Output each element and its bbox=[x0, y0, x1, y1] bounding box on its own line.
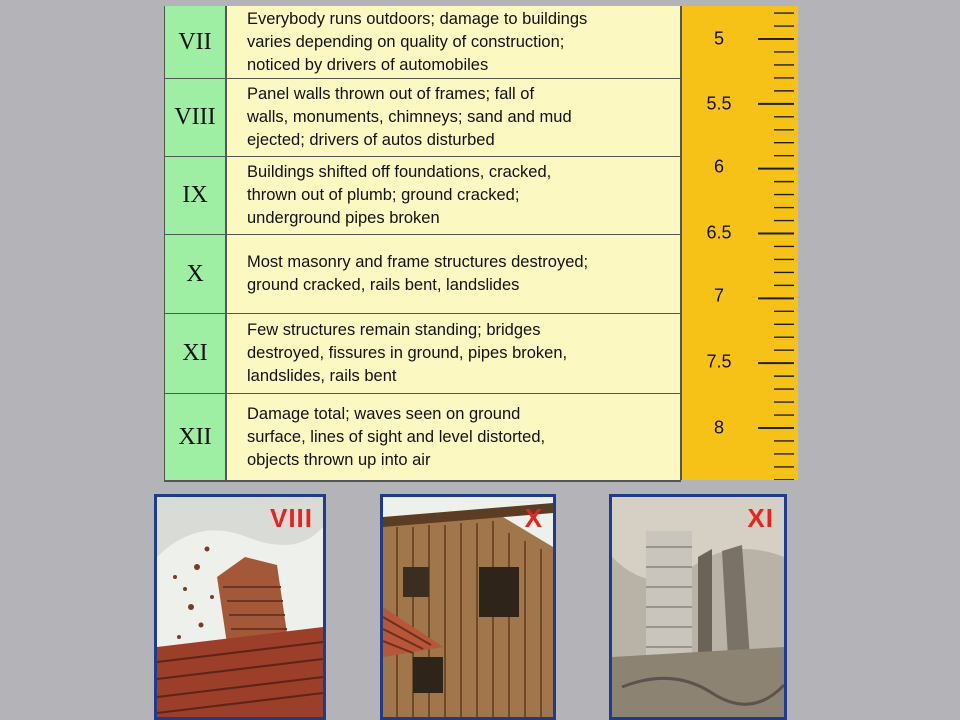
intensity-description bbox=[247, 79, 673, 156]
illustration-viii bbox=[154, 494, 326, 720]
magnitude-ruler bbox=[680, 6, 798, 480]
description-line: destroyed, fissures in ground, pipes broken, bbox=[247, 344, 568, 362]
intensity-badge: X bbox=[524, 503, 543, 533]
illustration-x bbox=[380, 494, 556, 720]
description-line: objects thrown up into air bbox=[247, 450, 431, 469]
intensity-description bbox=[247, 6, 673, 78]
description-line: underground pipes broken bbox=[247, 209, 440, 227]
intensity-description bbox=[247, 157, 673, 234]
intensity-badge: XI bbox=[747, 503, 774, 533]
description-line: Buildings shifted off foundations, cracked, bbox=[247, 163, 552, 181]
description-line: landslides, rails bent bbox=[247, 367, 397, 385]
intensity-row-xi bbox=[165, 314, 681, 394]
description-line: Most masonry and frame structures destroyed; bbox=[247, 253, 589, 271]
intensity-numeral: X bbox=[165, 235, 227, 313]
intensity-badge: VIII bbox=[269, 503, 313, 533]
description-line: Everybody runs outdoors; damage to buildings bbox=[247, 9, 588, 28]
description-line: Panel walls thrown out of frames; fall of bbox=[247, 85, 535, 103]
intensity-row-ix bbox=[165, 157, 681, 235]
description-line: Few structures remain standing; bridges bbox=[247, 321, 541, 339]
intensity-description bbox=[247, 394, 673, 480]
intensity-table bbox=[164, 6, 681, 482]
magnitude-label: 5 bbox=[713, 28, 724, 49]
description-line: ejected; drivers of autos disturbed bbox=[247, 131, 495, 149]
description-line: ground cracked, rails bent, landslides bbox=[247, 276, 520, 294]
intensity-row-viii bbox=[165, 79, 681, 157]
magnitude-label: 6 bbox=[713, 156, 724, 177]
description-line: noticed by drivers of automobiles bbox=[247, 55, 489, 74]
description-line: thrown out of plumb; ground cracked; bbox=[247, 186, 520, 204]
intensity-numeral: VII bbox=[165, 6, 227, 78]
intensity-description bbox=[247, 314, 673, 393]
description-line: varies depending on quality of construction; bbox=[247, 32, 565, 51]
description-line: Damage total; waves seen on ground bbox=[247, 404, 521, 423]
description-line: walls, monuments, chimneys; sand and mud bbox=[247, 108, 572, 126]
illustration-xi bbox=[609, 494, 787, 720]
magnitude-label: 5.5 bbox=[706, 93, 732, 114]
intensity-numeral: VIII bbox=[165, 79, 227, 156]
intensity-description bbox=[247, 235, 673, 313]
magnitude-label: 8 bbox=[713, 417, 724, 438]
magnitude-label: 6.5 bbox=[706, 222, 732, 243]
intensity-row-vii bbox=[165, 6, 681, 79]
intensity-numeral: IX bbox=[165, 157, 227, 234]
intensity-numeral: XII bbox=[165, 394, 227, 480]
intensity-row-x bbox=[165, 235, 681, 314]
intensity-row-xii bbox=[165, 394, 681, 480]
magnitude-label: 7.5 bbox=[706, 351, 732, 372]
magnitude-label: 7 bbox=[713, 285, 724, 306]
intensity-numeral: XI bbox=[165, 314, 227, 393]
description-line: surface, lines of sight and level distorted, bbox=[247, 427, 546, 446]
